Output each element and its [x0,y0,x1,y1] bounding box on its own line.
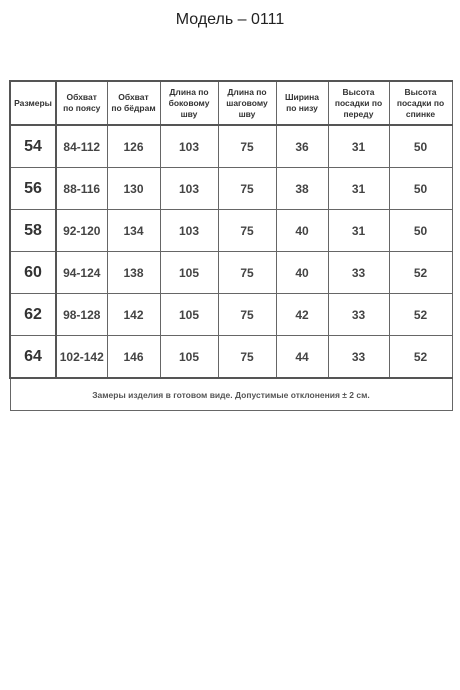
cell-front-rise: 31 [328,125,389,168]
header-front-rise: Высота посадки по переду [328,81,389,125]
table-header-row [10,81,452,125]
cell-waist: 94-124 [56,252,107,294]
header-size: Размеры [10,81,56,125]
size-chart-table [9,80,453,411]
cell-front-rise: 33 [328,252,389,294]
cell-size: 56 [10,168,56,210]
header-hips: Обхват по бёдрам [107,81,160,125]
cell-size: 62 [10,294,56,336]
header-waist: Обхват по поясу [56,81,107,125]
cell-back-rise: 50 [389,210,452,252]
table-row [10,294,452,336]
cell-size: 54 [10,125,56,168]
cell-side-length: 103 [160,168,218,210]
table-row [10,168,452,210]
header-inseam-length: Длина по шаговому шву [218,81,276,125]
cell-back-rise: 52 [389,252,452,294]
cell-inseam-length: 75 [218,252,276,294]
cell-side-length: 105 [160,336,218,379]
table-row [10,125,452,168]
cell-size: 58 [10,210,56,252]
cell-hips: 146 [107,336,160,379]
cell-inseam-length: 75 [218,210,276,252]
cell-hips: 142 [107,294,160,336]
table-row [10,252,452,294]
table-row [10,210,452,252]
cell-front-rise: 33 [328,294,389,336]
cell-hem-width: 40 [276,252,328,294]
cell-hem-width: 40 [276,210,328,252]
cell-waist: 102-142 [56,336,107,379]
cell-side-length: 105 [160,252,218,294]
cell-side-length: 103 [160,210,218,252]
page-title: Модель – 0111 [175,11,285,28]
cell-size: 60 [10,252,56,294]
cell-back-rise: 52 [389,336,452,379]
cell-front-rise: 33 [328,336,389,379]
header-hem-width: Ширина по низу [276,81,328,125]
cell-waist: 88-116 [56,168,107,210]
cell-front-rise: 31 [328,210,389,252]
cell-waist: 98-128 [56,294,107,336]
cell-side-length: 103 [160,125,218,168]
cell-back-rise: 50 [389,125,452,168]
cell-hips: 134 [107,210,160,252]
cell-inseam-length: 75 [218,336,276,379]
table-note-row [10,378,452,411]
measurement-note: Замеры изделия в готовом виде. Допустимые отклонения ± 2 см. [10,378,452,411]
cell-hem-width: 42 [276,294,328,336]
cell-hips: 130 [107,168,160,210]
cell-size: 64 [10,336,56,379]
header-side-length: Длина по боковому шву [160,81,218,125]
cell-waist: 84-112 [56,125,107,168]
cell-back-rise: 52 [389,294,452,336]
cell-hem-width: 36 [276,125,328,168]
table-row [10,336,452,379]
cell-hem-width: 38 [276,168,328,210]
cell-inseam-length: 75 [218,125,276,168]
cell-waist: 92-120 [56,210,107,252]
cell-inseam-length: 75 [218,294,276,336]
cell-front-rise: 31 [328,168,389,210]
cell-inseam-length: 75 [218,168,276,210]
cell-back-rise: 50 [389,168,452,210]
cell-hips: 138 [107,252,160,294]
cell-hem-width: 44 [276,336,328,379]
cell-side-length: 105 [160,294,218,336]
cell-hips: 126 [107,125,160,168]
header-back-rise: Высота посадки по спинке [389,81,452,125]
